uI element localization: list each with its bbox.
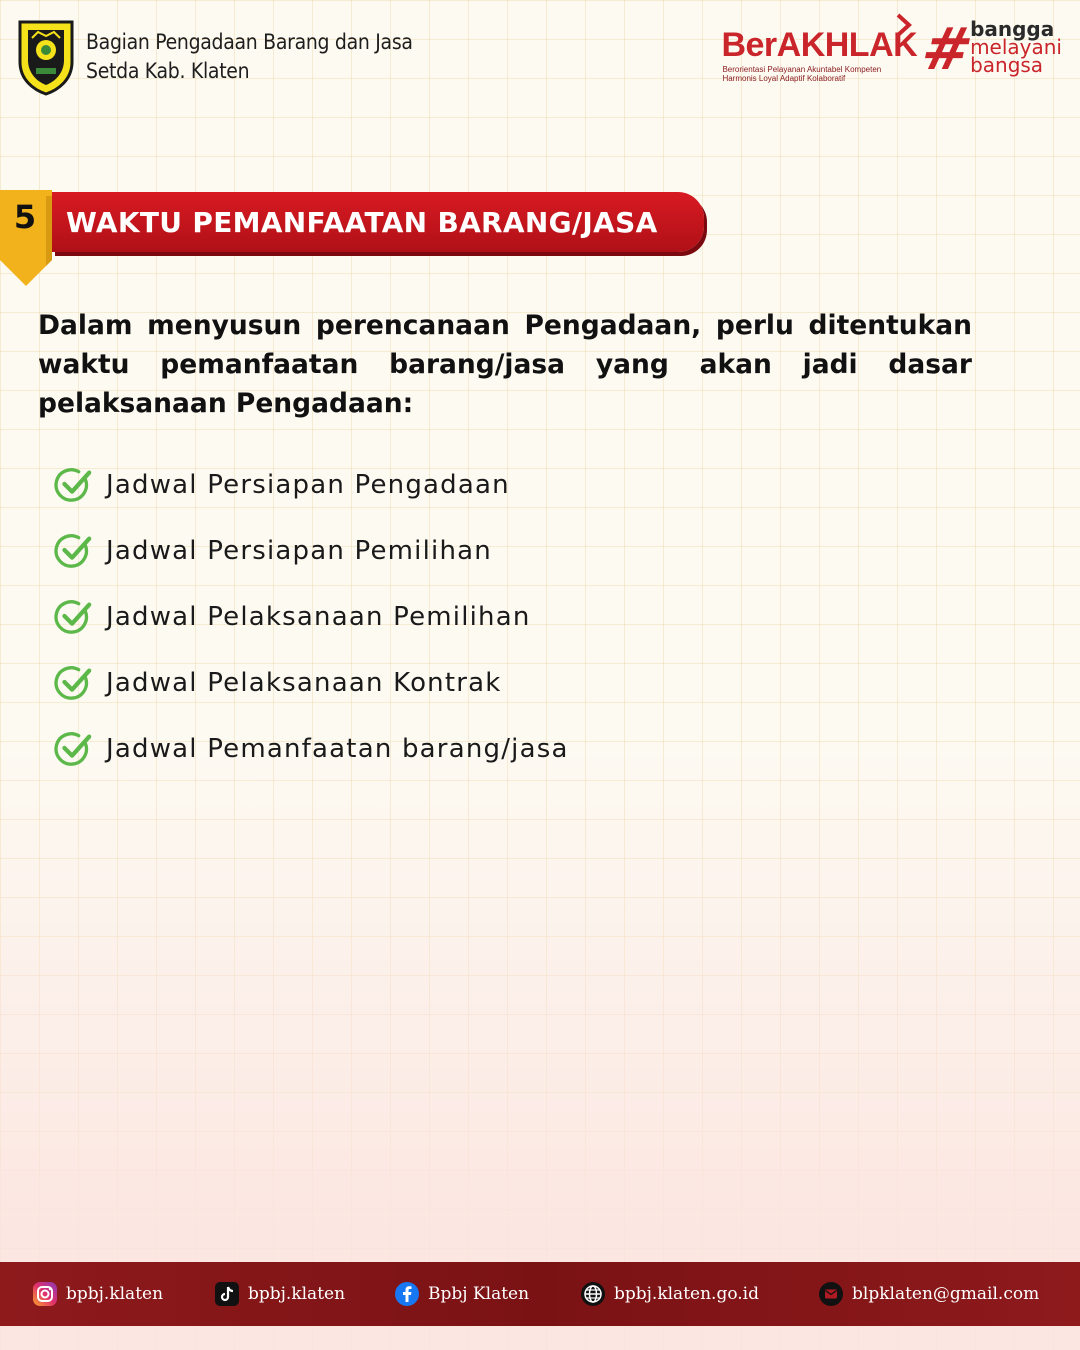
- email-address: blpklaten@gmail.com: [852, 1284, 1040, 1304]
- section-title: WAKTU PEMANFAATAN BARANG/JASA: [66, 205, 658, 239]
- footer-contacts: [0, 1262, 1080, 1326]
- chevron-right-icon: [895, 12, 913, 38]
- list-item-label: Jadwal Pelaksanaan Pemilihan: [106, 602, 531, 632]
- section-title-bar: [52, 192, 704, 252]
- facebook-page: Bpbj Klaten: [428, 1284, 530, 1304]
- tiktok-link[interactable]: [214, 1281, 345, 1307]
- intro-paragraph: Dalam menyusun perencanaan Pengadaan, perlu ditentukan waktu pemanfaatan barang/jasa yang akan jadi dasar pelaksanaan Pengadaan:: [38, 310, 972, 419]
- list-item-label: Jadwal Pemanfaatan barang/jasa: [106, 734, 569, 764]
- schedule-checklist: [54, 452, 569, 782]
- list-item: [54, 518, 569, 584]
- list-item-label: Jadwal Pelaksanaan Kontrak: [106, 668, 502, 698]
- check-circle-icon: [54, 664, 92, 702]
- list-item: [54, 716, 569, 782]
- facebook-icon: [394, 1281, 420, 1307]
- berakhlak-tagline-2: Harmonis Loyal Adaptif Kolaboratif: [722, 74, 846, 83]
- website-link[interactable]: [580, 1281, 759, 1307]
- klaten-crest-icon: [16, 18, 76, 96]
- hashtag-icon: #: [916, 15, 980, 83]
- instagram-handle: bpbj.klaten: [66, 1284, 164, 1304]
- section-number: 5: [13, 198, 37, 236]
- check-circle-icon: [54, 598, 92, 636]
- tiktok-icon: [214, 1281, 240, 1307]
- email-link[interactable]: [818, 1281, 1039, 1307]
- check-circle-icon: [54, 730, 92, 768]
- list-item-label: Jadwal Persiapan Pemilihan: [106, 536, 492, 566]
- website-url: bpbj.klaten.go.id: [614, 1284, 759, 1304]
- berakhlak-tagline-1: Berorientasi Pelayanan Akuntabel Kompeten: [722, 65, 882, 74]
- globe-icon: [580, 1281, 606, 1307]
- org-name: [86, 28, 413, 86]
- bangga-word-2: melayani: [970, 35, 1062, 59]
- list-item: [54, 650, 569, 716]
- bangga-melayani-logo: [916, 15, 1062, 83]
- org-name-line2: Setda Kab. Klaten: [86, 59, 250, 83]
- check-circle-icon: [54, 532, 92, 570]
- bangga-word-1: bangga: [970, 17, 1055, 41]
- list-item: [54, 584, 569, 650]
- berakhlak-logo: [721, 14, 918, 86]
- instagram-icon: [32, 1281, 58, 1307]
- tiktok-handle: bpbj.klaten: [248, 1284, 346, 1304]
- check-circle-icon: [54, 466, 92, 504]
- facebook-link[interactable]: [394, 1281, 529, 1307]
- berakhlak-wordmark: BerAKHLAK: [721, 26, 918, 64]
- instagram-link[interactable]: [32, 1281, 163, 1307]
- list-item-label: Jadwal Persiapan Pengadaan: [106, 470, 510, 500]
- brand-logos: [721, 14, 1062, 86]
- list-item: [54, 452, 569, 518]
- berakhlak-tagline: [722, 65, 881, 83]
- bangga-words: [970, 17, 1062, 78]
- bangga-word-3: bangsa: [970, 53, 1044, 77]
- mail-icon: [818, 1281, 844, 1307]
- header: [16, 18, 413, 96]
- org-name-line1: Bagian Pengadaan Barang dan Jasa: [86, 30, 413, 54]
